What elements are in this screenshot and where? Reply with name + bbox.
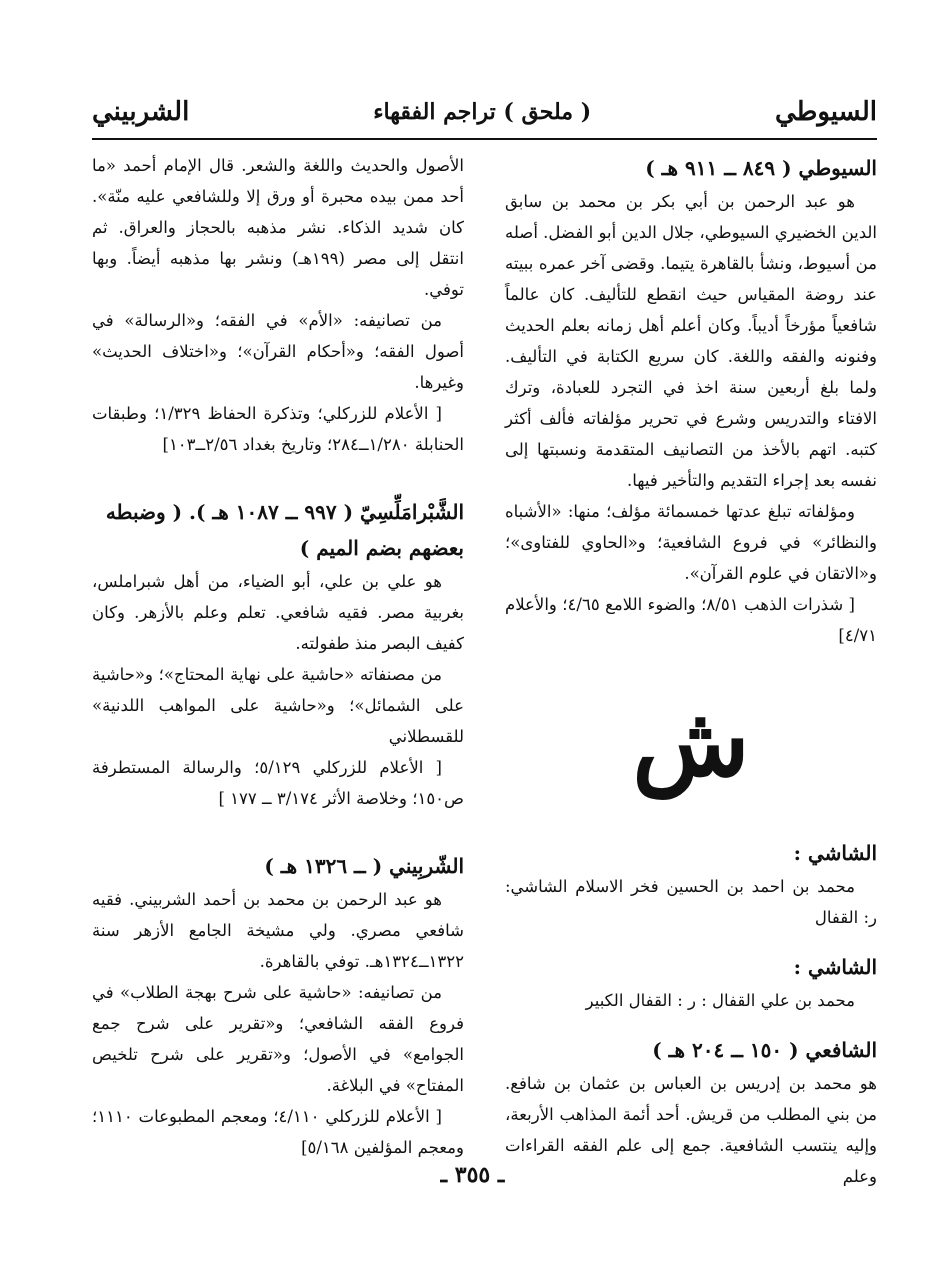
entry-shubramallisi <box>92 494 464 814</box>
entry-body: محمد بن علي القفال : ر : القفال الكبير <box>585 991 855 1010</box>
entry-heading: الشَّبْرامَلِّسِيّ ( ٩٩٧ ــ ١٠٨٧ هـ ). ( وضبطه بعضهم بضم الميم ) <box>105 500 464 560</box>
entry-heading: الشاشي : <box>793 955 877 979</box>
entry-heading: الشاشي : <box>793 841 877 865</box>
spacer <box>92 476 464 494</box>
entry-body: هو عبد الرحمن بن محمد بن أحمد الشربيني. فقيه شافعي مصري. ولي مشيخة الجامع الأزهر سنة ١٣٢٢ــ١٣٢٤هـ. توفي بالقاهرة. <box>92 890 464 971</box>
page-number: ـ ٣٥٥ ـ <box>440 1162 505 1188</box>
entry-works: ومؤلفاته تبلغ عدتها خمسمائة مؤلف؛ منها: «الأشباه والنظائر» في فروع الشافعية؛ و«الحاوي للفتاوى»؛ و«الاتقان في علوم القرآن». <box>505 502 877 583</box>
entry-body: هو محمد بن إدريس بن العباس بن عثمان بن شافع. من بني المطلب من قريش. أحد أئمة المذاهب الأربعة، وإليه ينتسب الشافعية. جمع إلى علم الفقه القراءات وعلم <box>505 1074 877 1186</box>
entry-heading: الشافعي ( ١٥٠ ــ ٢٠٤ هـ ) <box>652 1038 877 1062</box>
entry-references: [ الأعلام للزركلي؛ وتذكرة الحفاظ ١/٣٢٩؛ وطبقات الحنابلة ١/٢٨٠ــ٢٨٤؛ وتاريخ بغداد ٢/٥٦ــ١٠٣] <box>92 404 464 454</box>
entry-works: من تصانيفه: «الأم» في الفقه؛ و«الرسالة» في أصول الفقه؛ و«أحكام القرآن»؛ و«اختلاف الحديث» وغيرها. <box>92 311 464 392</box>
entry-body: هو علي بن علي، أبو الضياء، من أهل شبراملس، بغربية مصر. فقيه شافعي. تعلم وعلم بالأزهر. وكان كفيف البصر منذ طفولته. <box>92 572 464 653</box>
entry-works: من مصنفاته «حاشية على نهاية المحتاج»؛ و«حاشية على الشمائل»؛ و«حاشية على المواهب اللدنية» للقسطلاني <box>92 665 464 746</box>
spacer <box>92 830 464 848</box>
entry-body: الأصول والحديث واللغة والشعر. قال الإمام أحمد «ما أحد ممن بيده محبرة أو ورق إلا وللشافعي عليه منّة». كان شديد الذكاء. نشر مذهبه بالحجاز والعراق. ثم انتقل إلى مصر (١٩٩هـ) ونشر بها مذهبه أيضاً. وبها توفي. <box>92 156 464 299</box>
entry-works: من تصانيفه: «حاشية على شرح بهجة الطلاب» في فروع الفقه الشافعي؛ و«تقرير على شرح جمع الجوامع» في الأصول؛ و«تقرير على شرح تلخيص المفتاح» في البلاغة. <box>92 983 464 1095</box>
entry-shashi-1 <box>505 835 877 933</box>
entry-references: [ الأعلام للزركلي ٥/١٢٩؛ والرسالة المستطرفة ص١٥٠؛ وخلاصة الأثر ٣/١٧٤ ــ ١٧٧ ] <box>92 758 464 808</box>
entry-heading: السيوطي ( ٨٤٩ ــ ٩١١ هـ ) <box>645 156 877 180</box>
header-rule <box>92 138 877 140</box>
entry-references: [ الأعلام للزركلي ٤/١١٠؛ ومعجم المطبوعات ١١١٠؛ ومعجم المؤلفين ٥/١٦٨] <box>92 1107 464 1157</box>
running-header <box>92 92 877 132</box>
right-column <box>505 150 877 1208</box>
header-left-title: الشربيني <box>92 97 190 127</box>
entry-body: هو عبد الرحمن بن أبي بكر بن محمد بن سابق الدين الخضيري السيوطي، جلال الدين أبو الفضل. أصله من أسيوط، ونشأ بالقاهرة يتيما. وقضى آخر عمره ببيته عند روضة المقياس حيث انقطع للتأليف. كان عالماً شافعياً مؤرخاً أديباً. وكان أعلم أهل زمانه بعلم الحديث وفنونه والفقه واللغة. كان سريع الكتابة في التأليف. ولما بلغ أربعين سنة اخذ في التجرد للعبادة، وترك الافتاء والتدريس وشرع في تحرير مؤلفاته فألف أكثر كتبه. اتهم بالأخذ من التصانيف المتقدمة ونسبتها إلى نفسه بعد إجراء التقديم والتأخير فيها. <box>505 192 877 490</box>
entry-references: [ شذرات الذهب ٨/٥١؛ والضوء اللامع ٤/٦٥؛ والأعلام ٤/٧١] <box>505 595 877 645</box>
header-center-title: ( ملحق ) تراجم الفقهاء <box>373 99 592 125</box>
entry-suyuti <box>505 150 877 651</box>
section-letter: ش <box>632 685 750 798</box>
entry-body: محمد بن احمد بن الحسين فخر الاسلام الشاشي: ر: القفال <box>505 877 877 927</box>
entry-shirbini <box>92 848 464 1163</box>
entry-shashi-2 <box>505 949 877 1016</box>
left-column <box>92 150 464 1179</box>
entry-heading: الشّربِيني ( ــ ١٣٢٦ هـ ) <box>264 854 464 878</box>
entry-shafii-continued <box>92 150 464 460</box>
header-right-title: السيوطي <box>775 97 877 127</box>
